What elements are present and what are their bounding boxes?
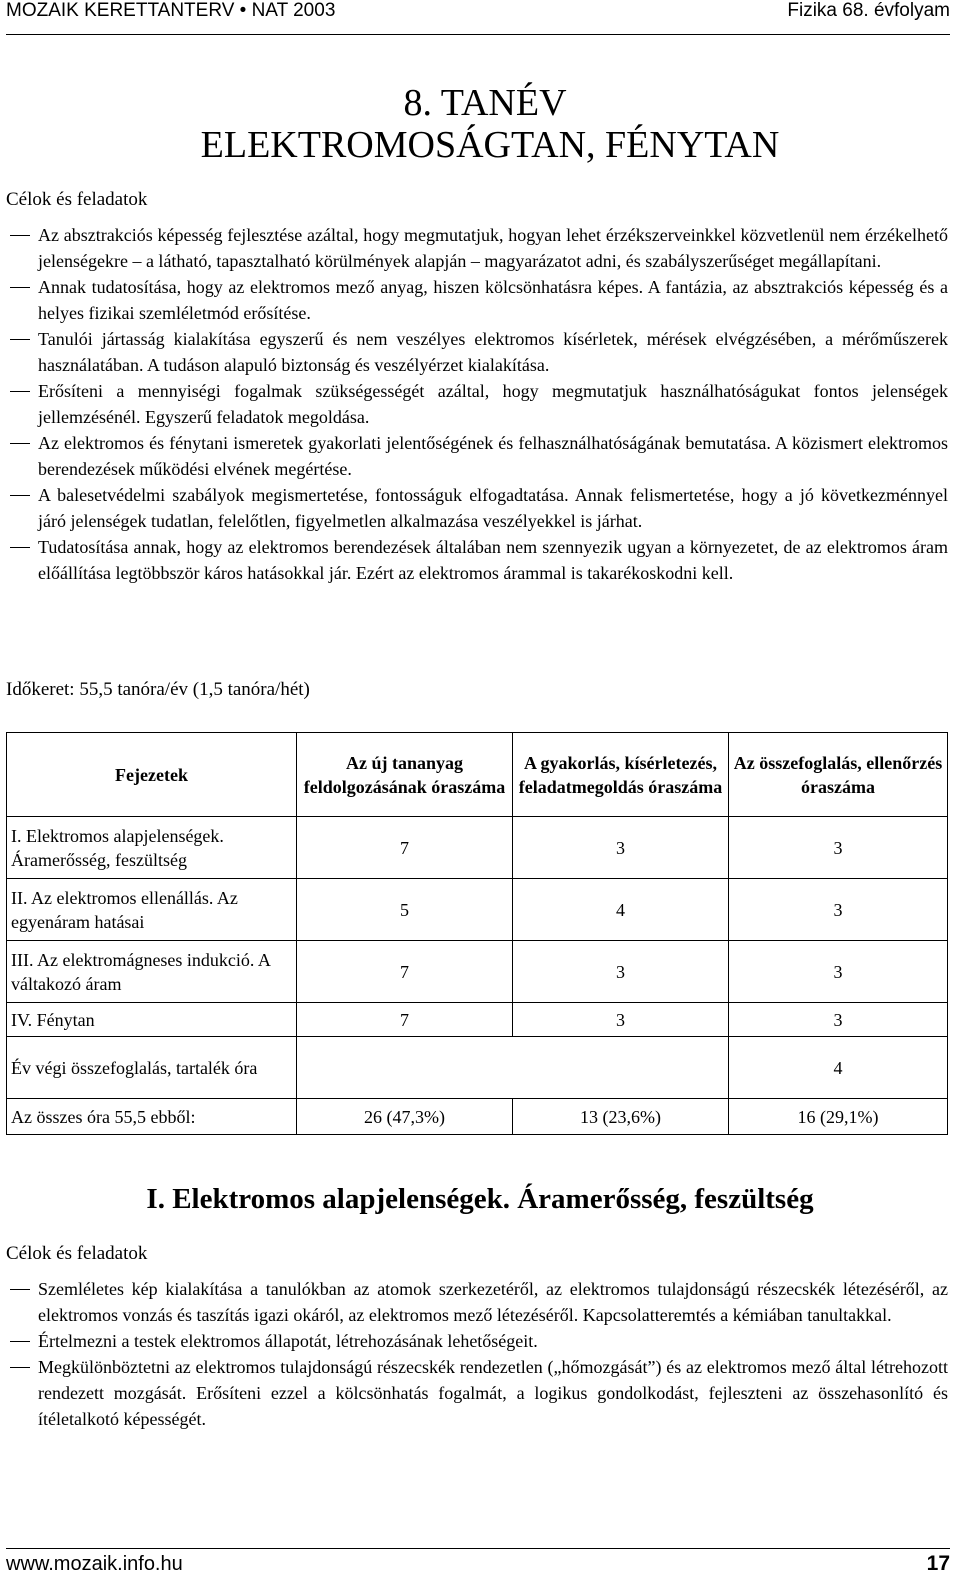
table-total-row xyxy=(7,1099,948,1135)
goals-heading: Célok és feladatok xyxy=(6,189,148,210)
value-cell: 7 xyxy=(297,941,513,1003)
chapter-cell: III. Az elektromágneses indukció. A váltakozó áram xyxy=(7,941,297,1003)
value-cell: 3 xyxy=(729,817,948,879)
header-curriculum: MOZAIK KERETTANTERV • NAT 2003 xyxy=(6,0,336,21)
header-cell: Fejezetek xyxy=(7,733,297,817)
value-cell: 5 xyxy=(297,879,513,941)
header-cell: Az új tananyag feldolgozásának óraszáma xyxy=(297,733,513,817)
header-grade: Fizika 68. évfolyam xyxy=(787,0,950,21)
list-item: Megkülönböztetni az elektromos tulajdonságú részecskék rendezetlen („hőmozgását”) és az elektromos mező által létrehozott rendezett mozgását. Erősíteni ezzel a kölcsönhatás fogalmát, a logikus gondolkodást, fejleszteni az összehasonlító és ítéletalkotó képességét. xyxy=(6,1354,948,1432)
list-item: Tanulói jártasság kialakítása egyszerű és nem veszélyes elektromos kísérletek, mérések elvégzésében, a mérőműszerek használatában. A tudáson alapuló biztonság és veszélyérzet kialakítása. xyxy=(6,326,948,378)
list-item: Szemléletes kép kialakítása a tanulókban az atomok szerkezetéről, az elektromos tulajdonságú részecskék létezéséről, az elektromos vonzás és taszítás igazi okáról, az elektromos mező létezéséről. Kapcsolatteremtés a kémiában tanultakkal. xyxy=(6,1276,948,1328)
chapter-cell: Év végi összefoglalás, tartalék óra xyxy=(7,1037,297,1099)
table-row xyxy=(7,941,948,1003)
total-cell: 13 (23,6%) xyxy=(513,1099,729,1135)
list-item: Értelmezni a testek elektromos állapotát, létrehozásának lehetőségeit. xyxy=(6,1328,948,1354)
value-cell: 3 xyxy=(513,817,729,879)
value-cell: 3 xyxy=(729,941,948,1003)
value-cell: 7 xyxy=(297,817,513,879)
goals-heading-2: Célok és feladatok xyxy=(6,1243,148,1264)
chapter-cell: IV. Fénytan xyxy=(7,1003,297,1037)
value-cell: 3 xyxy=(729,879,948,941)
list-item: Tudatosítása annak, hogy az elektromos berendezések általában nem szennyezik ugyan a környezetet, de az elektromos áram előállítása legtöbbször káros hatásokkal jár. Ezért az elektromos árammal is takarékoskodni kell. xyxy=(6,534,948,586)
timeframe: Időkeret: 55,5 tanóra/év (1,5 tanóra/hét) xyxy=(6,679,310,700)
table-header-row xyxy=(7,733,948,817)
goals-list-2 xyxy=(6,1276,948,1432)
chapter-cell: I. Elektromos alapjelenségek. Áramerősség, feszültség xyxy=(7,817,297,879)
empty-cell xyxy=(297,1037,729,1099)
value-cell: 3 xyxy=(729,1003,948,1037)
table-row xyxy=(7,879,948,941)
page-footer xyxy=(6,1548,950,1577)
value-cell: 4 xyxy=(513,879,729,941)
table-row xyxy=(7,817,948,879)
chapter-number: 8. TANÉV xyxy=(403,82,567,124)
value-cell: 4 xyxy=(729,1037,948,1099)
page-number: 17 xyxy=(926,1552,950,1575)
list-item: Az elektromos és fénytani ismeretek gyakorlati jelentőségének és felhasználhatóságának bemutatása. A közismert elektromos berendezések működési elvének megértése. xyxy=(6,430,948,482)
list-item: Az absztrakciós képesség fejlesztése azáltal, hogy megmutatjuk, hogyan lehet érzékszerveinkkel közvetlenül nem érzékelhető jelenségekre – a látható, tapasztalható körülmények alapján – magyarázatot adni, és szabályszerűséget megállapítani. xyxy=(6,222,948,274)
chapter-title: ELEKTROMOSÁGTAN, FÉNYTAN xyxy=(200,124,780,166)
section-title: I. Elektromos alapjelenségek. Áramerősség, feszültség xyxy=(146,1183,814,1215)
list-item: A balesetvédelmi szabályok megismertetése, fontosságuk elfogadtatása. Annak felismertetése, hogy a jó következménnyel járó jelenségek tudatlan, felelőtlen, figyelmetlen alkalmazása veszélyekkel is járhat. xyxy=(6,482,948,534)
chapter-cell: II. Az elektromos ellenállás. Az egyenáram hatásai xyxy=(7,879,297,941)
table-row xyxy=(7,1003,948,1037)
list-item: Annak tudatosítása, hogy az elektromos mező anyag, hiszen kölcsönhatásra képes. A fantázia, az absztrakciós képesség és a helyes fizikai szemléletmód erősítése. xyxy=(6,274,948,326)
footer-url[interactable]: www.mozaik.info.hu xyxy=(6,1553,183,1575)
table-row xyxy=(7,1037,948,1099)
total-label: Az összes óra 55,5 ebből: xyxy=(7,1099,297,1135)
value-cell: 3 xyxy=(513,1003,729,1037)
list-item: Erősíteni a mennyiségi fogalmak szükségességét azáltal, hogy megmutatjuk használhatóságukat fontos jelenségek jellemzésénél. Egyszerű feladatok megoldása. xyxy=(6,378,948,430)
header-cell: A gyakorlás, kísérletezés, feladatmegoldás óraszáma xyxy=(513,733,729,817)
page-header xyxy=(6,0,950,35)
hours-table xyxy=(6,732,948,1135)
total-cell: 16 (29,1%) xyxy=(729,1099,948,1135)
goals-list xyxy=(6,222,948,586)
header-cell: Az összefoglalás, ellenőrzés óraszáma xyxy=(729,733,948,817)
total-cell: 26 (47,3%) xyxy=(297,1099,513,1135)
value-cell: 7 xyxy=(297,1003,513,1037)
value-cell: 3 xyxy=(513,941,729,1003)
